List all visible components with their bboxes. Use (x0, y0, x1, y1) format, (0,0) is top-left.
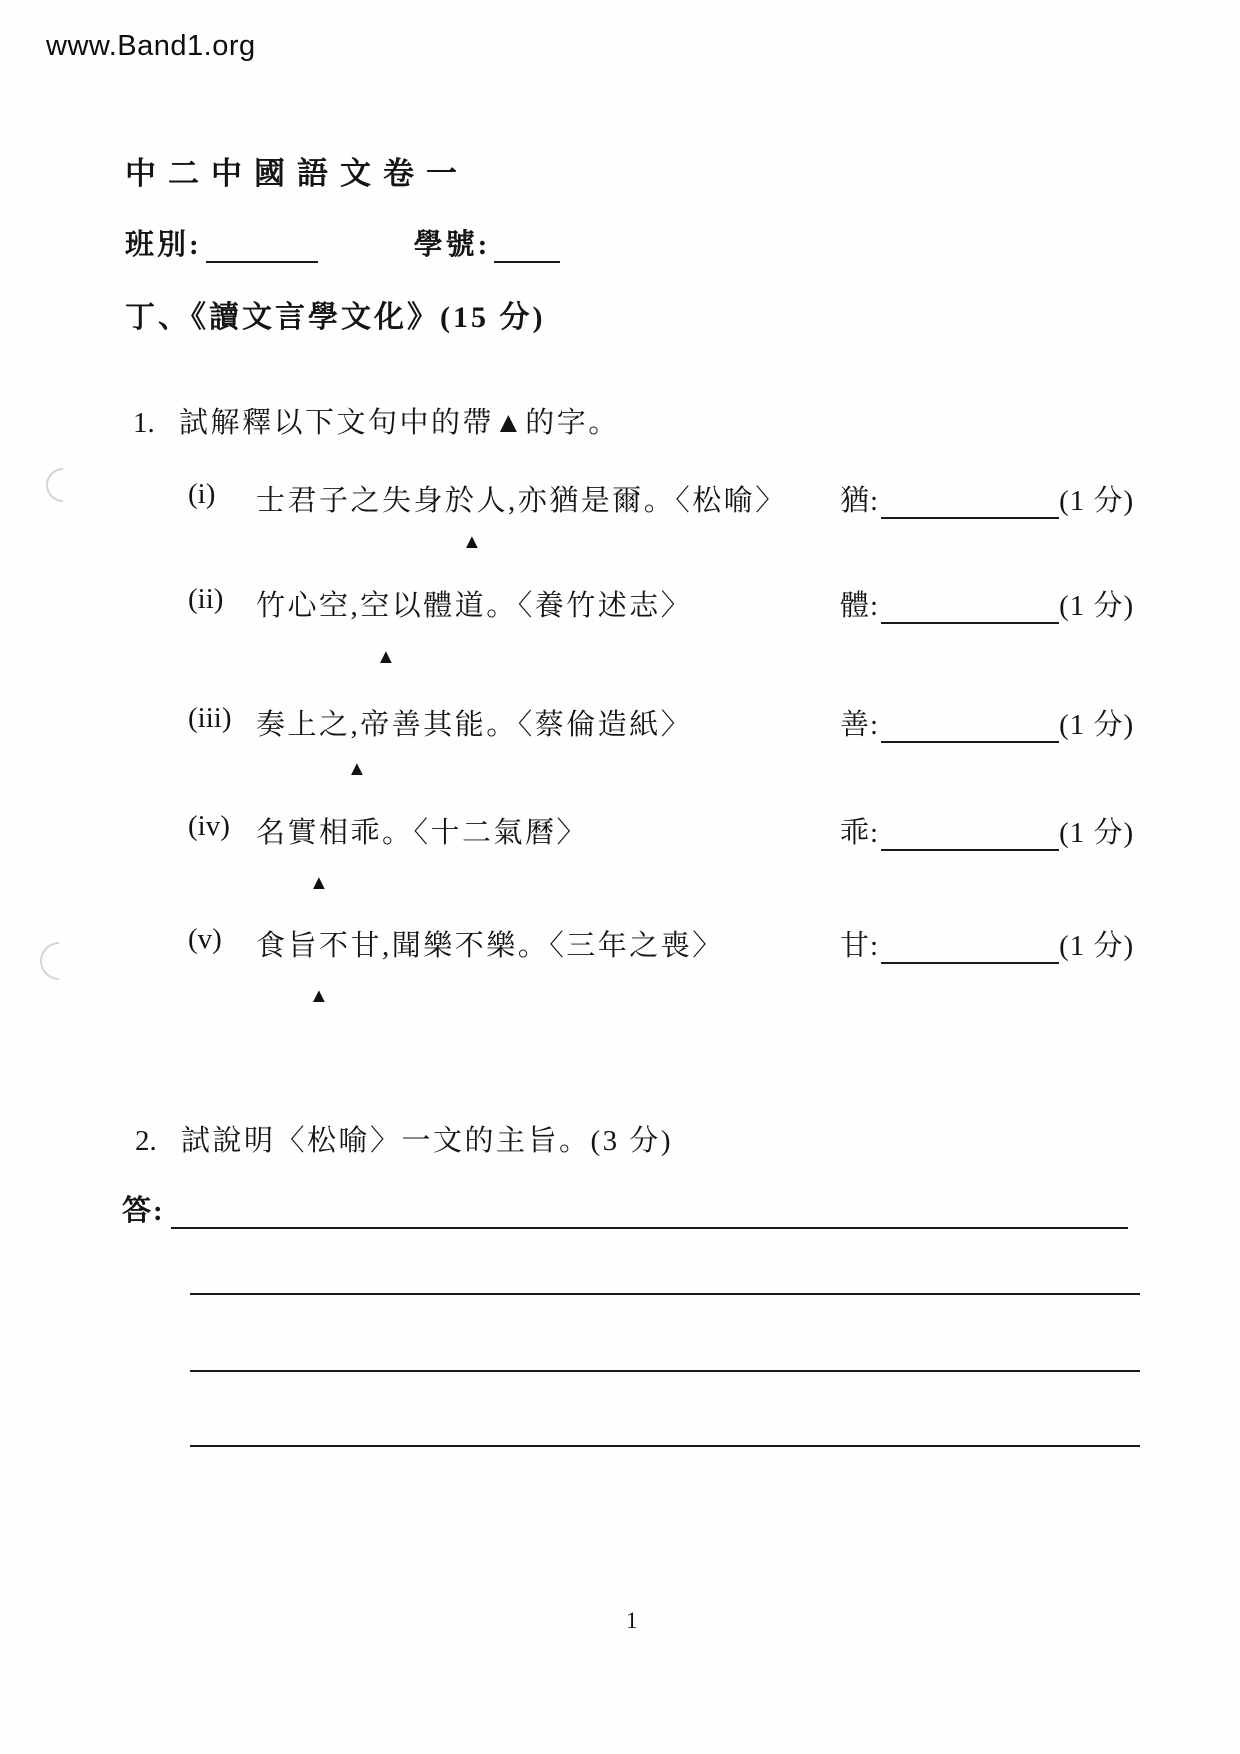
q1-item-ii-answer-blank (881, 594, 1059, 624)
q1-item-ii-answer (840, 583, 1134, 624)
q1-item-i-answer (840, 478, 1134, 519)
q1-item-ii-target-char: 體: (840, 590, 880, 622)
q1-item-v-number: (v) (188, 923, 222, 955)
section-heading: 丁、《讀文言學文化》(15 分) (125, 301, 546, 334)
q2-answer-line-3 (190, 1370, 1140, 1372)
question-2-prompt: 試說明〈松喻〉一文的主旨。(3 分) (181, 1125, 674, 1157)
class-label: 班別: (125, 229, 202, 261)
q1-item-ii-number: (ii) (188, 583, 224, 615)
question-2-number: 2. (135, 1125, 157, 1157)
q1-item-v-sentence: 食旨不甘,聞樂不樂。〈三年之喪〉 (256, 930, 724, 962)
q1-item-ii-sentence: 竹心空,空以體道。〈養竹述志〉 (256, 590, 693, 622)
q1-item-i-number: (i) (188, 478, 216, 510)
hole-punch-mark-bottom (32, 934, 86, 988)
question-1-prompt: 試解釋以下文句中的帶▲的字。 (179, 407, 620, 439)
q1-item-v-answer (840, 923, 1134, 964)
target-marker-triangle-icon: ▲ (309, 872, 329, 894)
q1-item-iii-target-char: 善: (840, 709, 880, 741)
target-marker-triangle-icon: ▲ (309, 985, 329, 1007)
paper-title: 中二中國語文卷一 (125, 156, 469, 191)
q1-item-iii-marks: (1 分) (1059, 709, 1135, 741)
q1-item-iv-marks: (1 分) (1059, 817, 1135, 849)
q1-item-iii-answer (840, 702, 1134, 743)
q1-item-v (188, 923, 1240, 963)
q1-item-iii-sentence: 奏上之,帝善其能。〈蔡倫造紙〉 (256, 709, 693, 741)
q1-item-iv (188, 810, 1240, 850)
q1-item-ii (188, 583, 1240, 623)
student-no-answer-blank (494, 233, 560, 263)
q1-item-iii-number: (iii) (188, 702, 232, 734)
student-no-label: 學號: (413, 229, 491, 261)
class-answer-blank (206, 233, 318, 263)
q1-item-iii (188, 702, 1240, 742)
q1-item-ii-marks: (1 分) (1059, 590, 1135, 622)
q1-item-v-marks: (1 分) (1059, 930, 1135, 962)
q1-item-iv-answer (840, 810, 1134, 851)
q1-item-v-target-char: 甘: (840, 930, 880, 962)
q1-item-i (188, 478, 1240, 518)
q1-item-i-sentence: 士君子之失身於人,亦猶是爾。〈松喻〉 (256, 485, 787, 517)
q1-item-iv-target-char: 乖: (840, 817, 880, 849)
q1-item-i-target-char: 猶: (840, 485, 880, 517)
student-info-row (125, 222, 560, 263)
q1-item-i-marks: (1 分) (1059, 485, 1135, 517)
q2-answer-line-2 (190, 1293, 1140, 1295)
q1-item-iv-number: (iv) (188, 810, 230, 842)
site-watermark: www.Band1.org (46, 30, 256, 62)
question-2 (135, 1118, 673, 1159)
target-marker-triangle-icon: ▲ (347, 758, 367, 780)
q1-item-iv-sentence: 名實相乖。〈十二氣曆〉 (256, 817, 589, 849)
q1-item-iv-answer-blank (881, 821, 1059, 851)
question-1 (133, 400, 620, 441)
q1-item-v-answer-blank (881, 934, 1059, 964)
q2-answer-row (122, 1188, 1128, 1229)
q1-item-iii-answer-blank (881, 713, 1059, 743)
page-number: 1 (626, 1608, 638, 1633)
target-marker-triangle-icon: ▲ (376, 646, 396, 668)
q2-answer-line-4 (190, 1445, 1140, 1447)
hole-punch-mark-top (39, 461, 87, 509)
q2-answer-label: 答: (122, 1195, 165, 1227)
q1-item-i-answer-blank (881, 489, 1059, 519)
target-marker-triangle-icon: ▲ (462, 531, 482, 553)
q2-answer-line-1 (171, 1199, 1128, 1229)
question-1-number: 1. (133, 407, 155, 439)
